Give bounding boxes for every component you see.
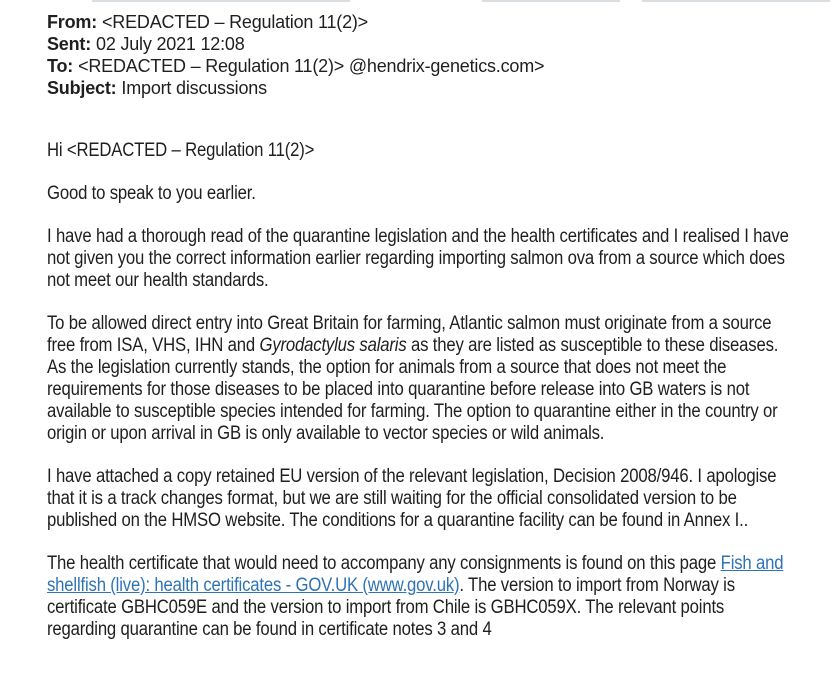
- from-label: From:: [47, 12, 97, 32]
- cropped-text-fragment: [482, 0, 620, 2]
- to-value: <REDACTED – Regulation 11(2)> @hendrix-genetics.com>: [78, 56, 545, 76]
- sent-label: Sent:: [47, 34, 92, 54]
- greeting: Hi <REDACTED – Regulation 11(2)>: [47, 140, 315, 161]
- email-body: [47, 140, 795, 662]
- header-subject-row: [47, 77, 838, 99]
- cropped-text-fragment: [642, 0, 830, 2]
- paragraph-quarantine-read: I have had a thorough read of the quarantine legislation and the health certificates and I realised I have not given you the correct information earlier regarding importing salmon ova from a source which does not meet our health standards.: [47, 226, 789, 291]
- from-value: <REDACTED – Regulation 11(2)>: [102, 12, 368, 32]
- cropped-text-artifact: [0, 0, 838, 3]
- certificates-text-before: The health certificate that would need to accompany any consignments is found on this page: [47, 553, 721, 574]
- header-to-row: [47, 55, 838, 77]
- paragraph-legislation: I have attached a copy retained EU version of the relevant legislation, Decision 2008/946. I apologise that it is a track changes format, but we are still waiting for the official consolidated version to be published on the HMSO website. The conditions for a quarantine facility can be found in Annex I..: [47, 466, 777, 531]
- species-name-italic: Gyrodactylus salaris: [259, 335, 407, 356]
- certificates-text-after: . The version to import from Norway is certificate GBHC059E and the version to import from Chile is GBHC059X. The relevant points regarding quarantine can be found in certificate notes 3 and 4: [47, 575, 735, 640]
- direct-entry-text-after: as they are listed as susceptible to these diseases. As the legislation currently stands, the option for animals from a source that does not meet the requirements for those diseases to be placed into quarantine before release into GB waters is not available to susceptible species intended for farming. The option to quarantine either in the country or origin or upon arrival in GB is only available to vector species or wild animals.: [47, 335, 779, 444]
- paragraph-intro: Good to speak to you earlier.: [47, 183, 256, 204]
- direct-entry-text-before: To be allowed direct entry into Great Britain for farming, Atlantic salmon must originate from a source free from ISA, VHS, IHN and: [47, 313, 772, 356]
- subject-label: Subject:: [47, 78, 117, 98]
- paragraph-direct-entry: [47, 313, 795, 445]
- sent-value: 02 July 2021 12:08: [96, 34, 245, 54]
- header-from-row: [47, 11, 838, 33]
- header-sent-row: [47, 33, 838, 55]
- gov-uk-link[interactable]: Fish and shellfish (live): health certificates - GOV.UK (www.gov.uk): [47, 553, 784, 596]
- paragraph-certificates: [47, 553, 795, 641]
- email-header: [0, 0, 838, 99]
- subject-value: Import discussions: [121, 78, 267, 98]
- cropped-text-fragment: [92, 0, 350, 2]
- to-label: To:: [47, 56, 74, 76]
